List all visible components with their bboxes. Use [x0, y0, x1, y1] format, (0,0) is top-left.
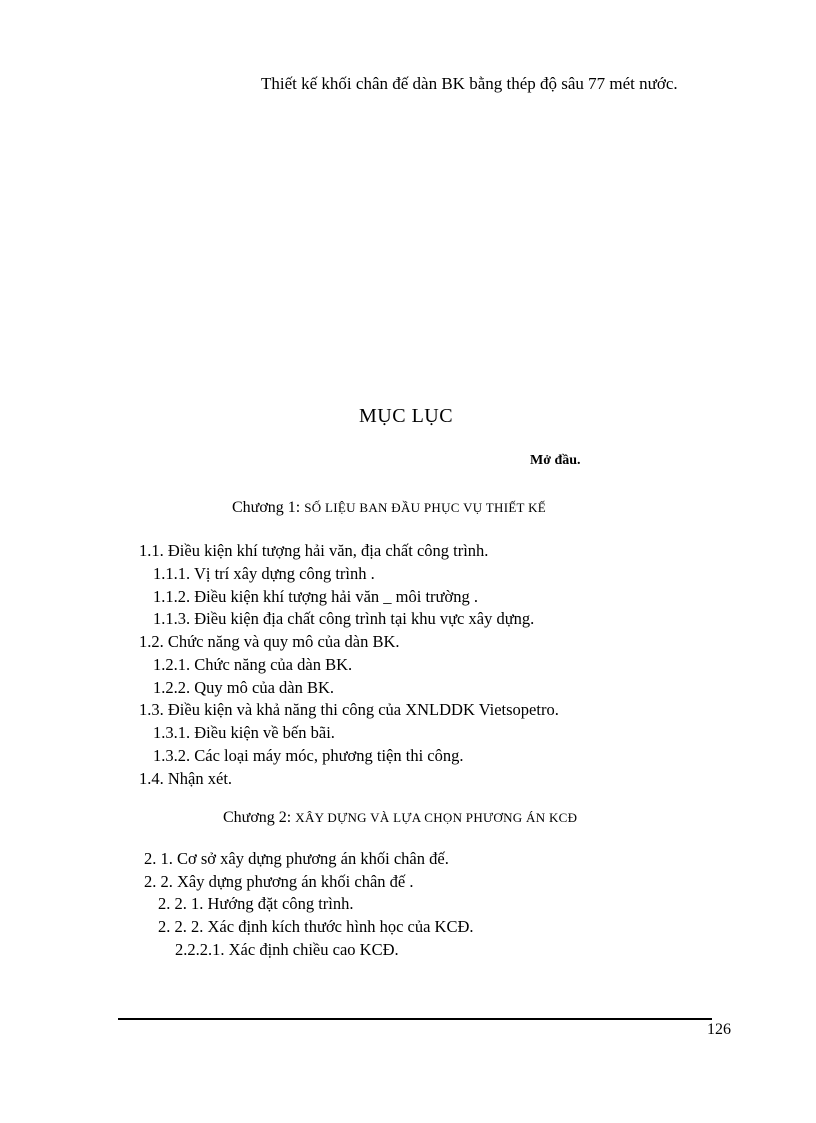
toc-entry: 1.3.1. Điều kiện về bến bãi. [153, 723, 335, 742]
toc-entry: 2. 2. 2. Xác định kích thước hình học của KCĐ. [158, 917, 474, 936]
toc-entry: 2. 1. Cơ sở xây dựng phương án khối chân đế. [144, 849, 449, 868]
toc-entry: 2. 2. 1. Hướng đặt công trình. [158, 894, 354, 913]
page-number: 126 [707, 1021, 731, 1038]
toc-entry: 1.1.2. Điều kiện khí tượng hải văn _ môi trường . [153, 587, 478, 606]
toc-entry: 1.2.2. Quy mô của dàn BK. [153, 678, 335, 697]
toc-entry: 2.2.2.1. Xác định chiều cao KCĐ. [175, 940, 399, 959]
toc-entry: 1.1.3. Điều kiện địa chất công trình tại khu vực xây dựng. [153, 609, 535, 628]
toc-entry: 1.1.1. Vị trí xây dựng công trình . [153, 564, 375, 583]
toc-entry: 2. 2. Xây dựng phương án khối chân đế . [144, 872, 414, 891]
toc-title: MỤC LỤC [359, 405, 454, 427]
toc-entry: 1.3. Điều kiện và khả năng thi công của XNLDDK Vietsopetro. [139, 700, 559, 719]
chapter-title: SỐ LIỆU BAN ĐẦU PHỤC VỤ THIẾT KẾ [304, 500, 547, 515]
toc-entry: 1.1. Điều kiện khí tượng hải văn, địa chất công trình. [139, 541, 489, 560]
chapter-1-heading [232, 499, 546, 517]
chapter-label: Chương 2: [223, 809, 292, 826]
toc-entry: 1.2.1. Chức năng của dàn BK. [153, 655, 353, 674]
toc-intro: Mở đầu. [530, 453, 581, 468]
toc-entry: 1.4. Nhận xét. [139, 769, 233, 788]
toc-entry: 1.3.2. Các loại máy móc, phương tiện thi công. [153, 746, 464, 765]
toc-entry: 1.2. Chức năng và quy mô của dàn BK. [139, 632, 400, 651]
chapter-title: XÂY DỰNG VÀ LỰA CHỌN PHƯƠNG ÁN KCĐ [295, 810, 578, 825]
document-header: Thiết kế khối chân đế dàn BK bằng thép độ sâu 77 mét nước. [261, 74, 678, 93]
chapter-label: Chương 1: [232, 499, 301, 516]
chapter-2-heading [223, 809, 577, 827]
footer-rule [118, 1018, 712, 1020]
